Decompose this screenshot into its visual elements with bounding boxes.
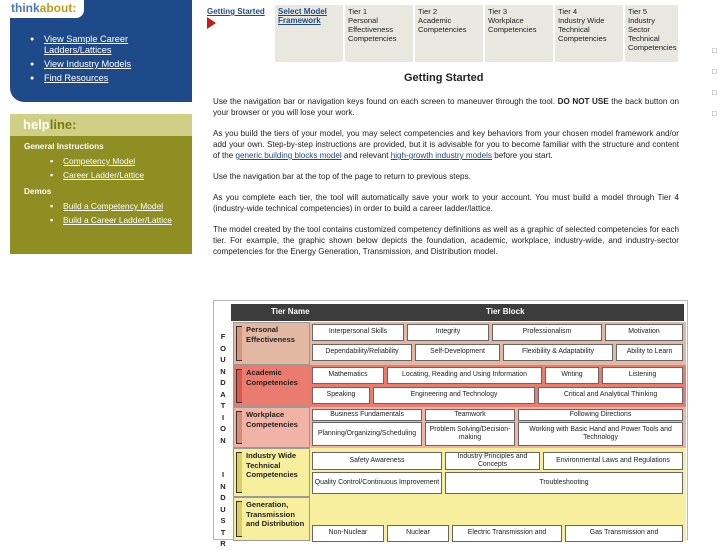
competency-block: Teamwork xyxy=(425,409,515,421)
logo-about: about: xyxy=(39,1,77,15)
helpline-panel xyxy=(10,114,192,254)
tier-name-text: Generation, Transmission and Distribution xyxy=(246,500,305,528)
competency-block: Listening xyxy=(602,367,683,384)
step-label: Getting Started xyxy=(207,7,265,16)
step-label: Tier 1 xyxy=(348,7,368,16)
page-title: Getting Started xyxy=(404,72,484,84)
text: and relevant xyxy=(341,151,391,160)
tier-name-cell xyxy=(233,322,310,365)
tier-bracket-icon xyxy=(236,501,242,537)
tier-name-cell xyxy=(233,497,310,541)
warning-text: DO NOT USE xyxy=(557,97,609,106)
competency-block: Quality Control/Continuous Improvement xyxy=(312,472,442,494)
step-getting-started[interactable] xyxy=(204,5,273,62)
link-item xyxy=(30,34,185,56)
paragraph-model: The model created by the tool contains customized competency definitions as well as a graphic of selected competencies for each tier. For example, the graphic shown below depicts the foundation, academic, workplace, industry-wide, and industry-sector competencies for the Energy Generation, Transmission, and Distribution model. xyxy=(213,225,679,256)
step-sub: Academic Competencies xyxy=(418,16,467,34)
step-label: Select Model Framework xyxy=(278,7,327,25)
tier-bracket-icon xyxy=(236,411,242,444)
competency-block: Motivation xyxy=(605,324,683,341)
generic-building-blocks-link[interactable]: generic building blocks model xyxy=(235,151,342,160)
tier-name-text: Industry Wide Technical Competencies xyxy=(246,451,298,479)
edge-marker: □ xyxy=(712,67,717,76)
edge-marker: □ xyxy=(712,46,717,55)
competency-block: Self-Development xyxy=(415,344,500,361)
competency-block: Working with Basic Hand and Power Tools and Technology xyxy=(518,422,683,446)
list-item xyxy=(50,201,192,212)
tier-bracket-icon xyxy=(236,326,242,361)
helpline-title-help: help xyxy=(23,117,50,132)
paragraph-navigation xyxy=(213,96,679,118)
foundation-vertical-label: F O U N D A T I O N xyxy=(220,332,226,445)
thinkabout-logo xyxy=(10,0,84,18)
competency-block: Interpersonal Skills xyxy=(312,324,404,341)
tier-bracket-icon xyxy=(236,452,242,493)
list-item xyxy=(50,156,192,167)
step-select-model-framework[interactable] xyxy=(275,5,343,62)
competency-model-link[interactable]: Competency Model xyxy=(63,156,136,166)
header-tier-block: Tier Block xyxy=(486,307,525,316)
competency-block: Flexibility & Adaptability xyxy=(503,344,613,361)
demos-heading: Demos xyxy=(24,187,52,196)
competency-block: Non-Nuclear xyxy=(312,525,384,542)
build-competency-model-demo-link[interactable]: Build a Competency Model xyxy=(63,201,164,211)
helpline-title-line: line: xyxy=(49,117,77,132)
text: As you build the tiers of your model, you may select competencies and key behaviors from your chosen model framework and/or add your own. Step-by-step instructions are provided, but it is advisable for you to become familiar with the structure and content of the xyxy=(213,129,679,160)
helpline-title xyxy=(10,114,192,136)
paragraph-navbar: Use the navigation bar at the top of the page to return to previous steps. xyxy=(213,172,471,181)
step-tier-1[interactable] xyxy=(345,5,413,62)
thinkabout-links xyxy=(30,34,185,87)
competency-block: Industry Principles and Concepts xyxy=(445,452,540,470)
edge-marker: □ xyxy=(712,109,717,118)
paragraph-save: As you complete each tier, the tool will automatically save your work to your account. You must build a model through Tier 4 (industry-wide technical competencies) in order to build a career ladder/lattice. xyxy=(213,193,679,213)
competency-block: Critical and Analytical Thinking xyxy=(538,387,683,404)
tier-name-cell xyxy=(233,365,310,407)
tier-name-text: Workplace Competencies xyxy=(246,410,298,429)
text: Use the navigation bar or navigation keys found on each screen to maneuver through the tool. xyxy=(213,97,558,106)
competency-block: Electric Transmission and xyxy=(452,525,562,542)
step-sub: Workplace Competencies xyxy=(488,16,537,34)
step-label: Tier 2 xyxy=(418,7,438,16)
header-tier-name: Tier Name xyxy=(271,307,310,316)
list-item xyxy=(50,215,192,226)
step-navigation-bar xyxy=(204,5,690,62)
competency-block: Speaking xyxy=(312,387,370,404)
demos-list xyxy=(10,201,192,226)
build-career-ladder-demo-link[interactable]: Build a Career Ladder/Lattice xyxy=(63,215,172,225)
link-item xyxy=(30,59,185,70)
edge-marker: □ xyxy=(712,88,717,97)
career-ladder-lattice-link[interactable]: Career Ladder/Lattice xyxy=(63,170,145,180)
step-label: Tier 3 xyxy=(488,7,508,16)
competency-block: Ability to Learn xyxy=(616,344,683,361)
competency-block: Dependability/Reliability xyxy=(312,344,412,361)
text: the back button on your browser or you will lose your work. xyxy=(213,97,679,117)
competency-block: Integrity xyxy=(407,324,489,341)
current-step-arrow-icon xyxy=(207,17,216,29)
main-content xyxy=(213,96,679,267)
tier-name-text: Academic Competencies xyxy=(246,368,298,387)
step-tier-3[interactable] xyxy=(485,5,553,62)
thinkabout-panel xyxy=(10,0,192,102)
tier-name-cell xyxy=(233,407,310,448)
logo-think: think xyxy=(11,1,40,15)
competency-block: Troubleshooting xyxy=(445,472,683,494)
view-sample-career-ladders-link[interactable]: View Sample Career Ladders/Lattices xyxy=(44,34,129,55)
text: before you start. xyxy=(491,151,553,160)
tier-bracket-icon xyxy=(236,369,242,403)
competency-block: Mathematics xyxy=(312,367,384,384)
competency-block: Gas Transmission and xyxy=(565,525,683,542)
competency-model-graphic xyxy=(213,300,688,548)
high-growth-industry-models-link[interactable]: high-growth industry models xyxy=(390,151,492,160)
competency-block: Nuclear xyxy=(387,525,449,542)
competency-block: Environmental Laws and Regulations xyxy=(543,452,683,470)
general-instructions-list xyxy=(10,156,192,181)
step-tier-5[interactable] xyxy=(625,5,678,62)
tier-name-text: Personal Effectiveness xyxy=(246,325,295,344)
step-sub: Industry Sector Technical Competencies xyxy=(628,16,677,52)
link-item xyxy=(30,73,185,84)
industry-vertical-label: I N D U S T R xyxy=(220,470,226,548)
view-industry-models-link[interactable]: View Industry Models xyxy=(44,59,132,69)
general-instructions-heading: General Instructions xyxy=(24,142,104,151)
competency-block: Safety Awareness xyxy=(312,452,442,470)
step-label: Tier 4 xyxy=(558,7,578,16)
step-tier-4[interactable] xyxy=(555,5,623,62)
competency-block: Problem Solving/Decision-making xyxy=(425,422,515,446)
list-item xyxy=(50,170,192,181)
competency-block: Writing xyxy=(545,367,599,384)
step-label: Tier 5 xyxy=(628,7,648,16)
step-sub: Personal Effectiveness Competencies xyxy=(348,16,397,43)
step-tier-2[interactable] xyxy=(415,5,483,62)
paragraph-building xyxy=(213,128,679,161)
competency-block: Professionalism xyxy=(492,324,602,341)
competency-block: Engineering and Technology xyxy=(373,387,535,404)
tier-name-cell xyxy=(233,448,310,497)
find-resources-link[interactable]: Find Resources xyxy=(44,73,109,83)
right-edge-markers xyxy=(712,40,717,124)
graphic-header xyxy=(231,304,684,321)
competency-block: Planning/Organizing/Scheduling xyxy=(312,422,422,446)
competency-block: Business Fundamentals xyxy=(312,409,422,421)
competency-block: Locating, Reading and Using Information xyxy=(387,367,542,384)
competency-block: Following Directions xyxy=(518,409,683,421)
step-sub: Industry Wide Technical Competencies xyxy=(558,16,607,43)
